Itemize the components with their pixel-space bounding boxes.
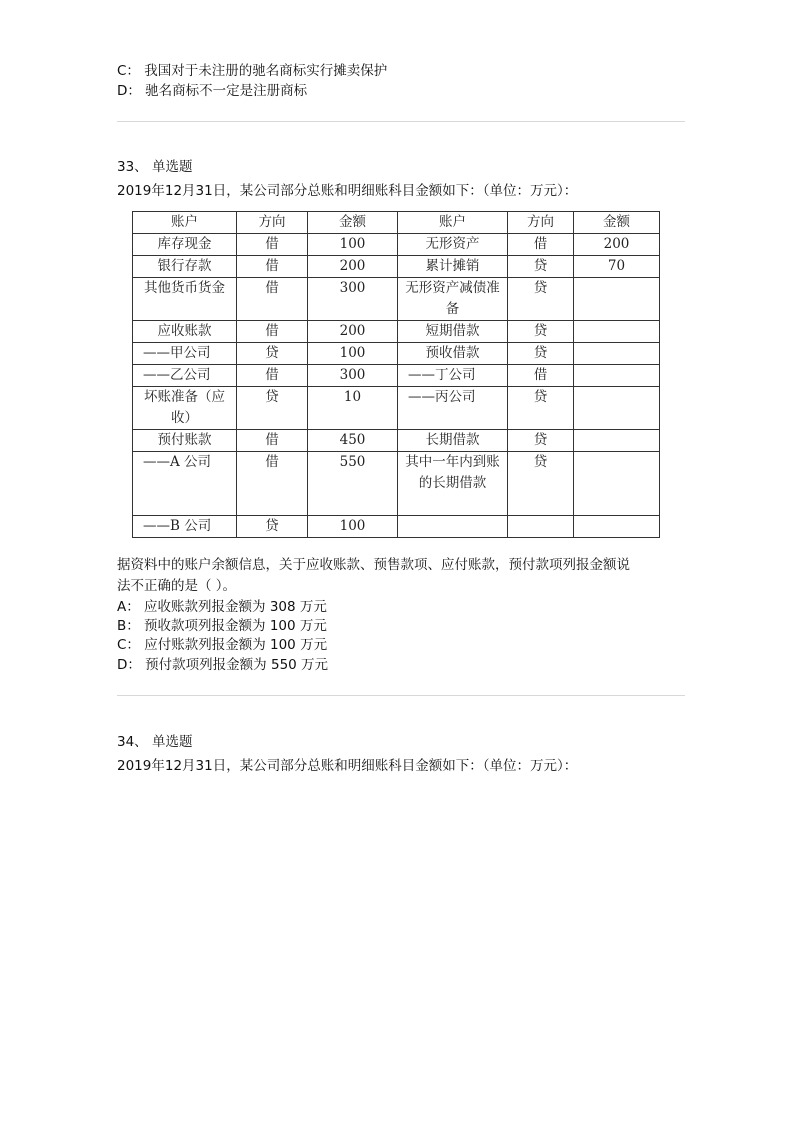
q33-option-d[interactable]: D： 预付款项列报金额为 550 万元 bbox=[117, 657, 329, 673]
table-header: 金额 bbox=[308, 212, 398, 234]
table-cell: ——甲公司 bbox=[133, 343, 237, 365]
q33-question-line1: 据资料中的账户余额信息，关于应收账款、预售款项、应付账款，预付款项列报金额说 bbox=[117, 557, 630, 573]
table-cell: 借 bbox=[237, 430, 308, 452]
table-cell: 450 bbox=[308, 430, 398, 452]
table-cell: 累计摊销 bbox=[398, 256, 508, 278]
table-cell: 长期借款 bbox=[398, 430, 508, 452]
table-cell bbox=[398, 516, 508, 538]
table-cell: ——丁公司 bbox=[398, 365, 508, 387]
table-cell: 银行存款 bbox=[133, 256, 237, 278]
divider bbox=[117, 121, 685, 122]
table-cell: 借 bbox=[508, 234, 574, 256]
table-cell bbox=[574, 387, 660, 430]
table-cell: 应收账款 bbox=[133, 321, 237, 343]
table-cell: 200 bbox=[308, 256, 398, 278]
table-cell: 贷 bbox=[508, 321, 574, 343]
table-header: 方向 bbox=[237, 212, 308, 234]
table-cell: 借 bbox=[508, 365, 574, 387]
table-cell: 借 bbox=[237, 256, 308, 278]
table-cell: 无形资产 bbox=[398, 234, 508, 256]
q33-header: 33、 单选题 bbox=[117, 159, 193, 175]
table-cell: 其他货币货金 bbox=[133, 278, 237, 321]
table-cell: 借 bbox=[237, 321, 308, 343]
table-header-row bbox=[133, 212, 660, 234]
table-cell: 贷 bbox=[508, 343, 574, 365]
table-header: 账户 bbox=[398, 212, 508, 234]
table-cell: 贷 bbox=[508, 430, 574, 452]
table-cell: 贷 bbox=[508, 256, 574, 278]
prev-option-d: D： 驰名商标不一定是注册商标 bbox=[117, 83, 308, 99]
table-cell bbox=[574, 430, 660, 452]
table-cell bbox=[574, 321, 660, 343]
table-cell: 550 bbox=[308, 452, 398, 516]
table-cell: 库存现金 bbox=[133, 234, 237, 256]
table-cell: 贷 bbox=[237, 387, 308, 430]
q33-option-b[interactable]: B： 预收款项列报金额为 100 万元 bbox=[117, 618, 327, 634]
table-row bbox=[133, 321, 660, 343]
table-cell: 贷 bbox=[508, 452, 574, 516]
q33-question-line2: 法不正确的是（ ）。 bbox=[117, 578, 237, 594]
table-header: 账户 bbox=[133, 212, 237, 234]
table-cell bbox=[574, 452, 660, 516]
table-cell: 10 bbox=[308, 387, 398, 430]
table-row bbox=[133, 452, 660, 516]
table-cell bbox=[574, 343, 660, 365]
table-cell bbox=[574, 278, 660, 321]
table-cell: 坏账准备（应收） bbox=[133, 387, 237, 430]
table-cell: 借 bbox=[237, 452, 308, 516]
table-cell: 预付账款 bbox=[133, 430, 237, 452]
table-header: 方向 bbox=[508, 212, 574, 234]
table-row bbox=[133, 387, 660, 430]
table-cell: 100 bbox=[308, 516, 398, 538]
table-cell bbox=[574, 516, 660, 538]
q33-option-a[interactable]: A： 应收账款列报金额为 308 万元 bbox=[117, 599, 327, 615]
table-row bbox=[133, 278, 660, 321]
table-cell: 贷 bbox=[508, 387, 574, 430]
prev-option-c: C： 我国对于未注册的驰名商标实行摊卖保护 bbox=[117, 63, 388, 79]
table-cell: 借 bbox=[237, 234, 308, 256]
table-cell: 贷 bbox=[237, 516, 308, 538]
table-cell bbox=[508, 516, 574, 538]
table-cell: ——丙公司 bbox=[398, 387, 508, 430]
table-cell: 100 bbox=[308, 234, 398, 256]
table-row bbox=[133, 365, 660, 387]
table-cell: 借 bbox=[237, 278, 308, 321]
table-cell: 短期借款 bbox=[398, 321, 508, 343]
table-cell: 300 bbox=[308, 365, 398, 387]
table-cell: ——A 公司 bbox=[133, 452, 237, 516]
q33-option-c[interactable]: C： 应付账款列报金额为 100 万元 bbox=[117, 637, 328, 653]
table-row bbox=[133, 234, 660, 256]
account-balance-table bbox=[132, 211, 660, 538]
table-cell: 预收借款 bbox=[398, 343, 508, 365]
table-cell: 贷 bbox=[508, 278, 574, 321]
table-cell: 300 bbox=[308, 278, 398, 321]
table-row bbox=[133, 343, 660, 365]
table-cell: 无形资产减债准备 bbox=[398, 278, 508, 321]
q33-stem: 2019年12月31日，某公司部分总账和明细账科目金额如下：（单位：万元）： bbox=[117, 183, 578, 199]
table-cell: 借 bbox=[237, 365, 308, 387]
table-cell: ——B 公司 bbox=[133, 516, 237, 538]
q34-stem: 2019年12月31日，某公司部分总账和明细账科目金额如下：（单位：万元）： bbox=[117, 758, 578, 774]
table-cell: 200 bbox=[308, 321, 398, 343]
table-cell bbox=[574, 365, 660, 387]
table-cell: 200 bbox=[574, 234, 660, 256]
table-cell: ——乙公司 bbox=[133, 365, 237, 387]
divider bbox=[117, 695, 685, 696]
table-cell: 其中一年内到账的长期借款 bbox=[398, 452, 508, 516]
table-row bbox=[133, 430, 660, 452]
q34-header: 34、 单选题 bbox=[117, 734, 193, 750]
table-cell: 100 bbox=[308, 343, 398, 365]
table-cell: 70 bbox=[574, 256, 660, 278]
table-row bbox=[133, 256, 660, 278]
table-cell: 贷 bbox=[237, 343, 308, 365]
table-header: 金额 bbox=[574, 212, 660, 234]
table-row bbox=[133, 516, 660, 538]
